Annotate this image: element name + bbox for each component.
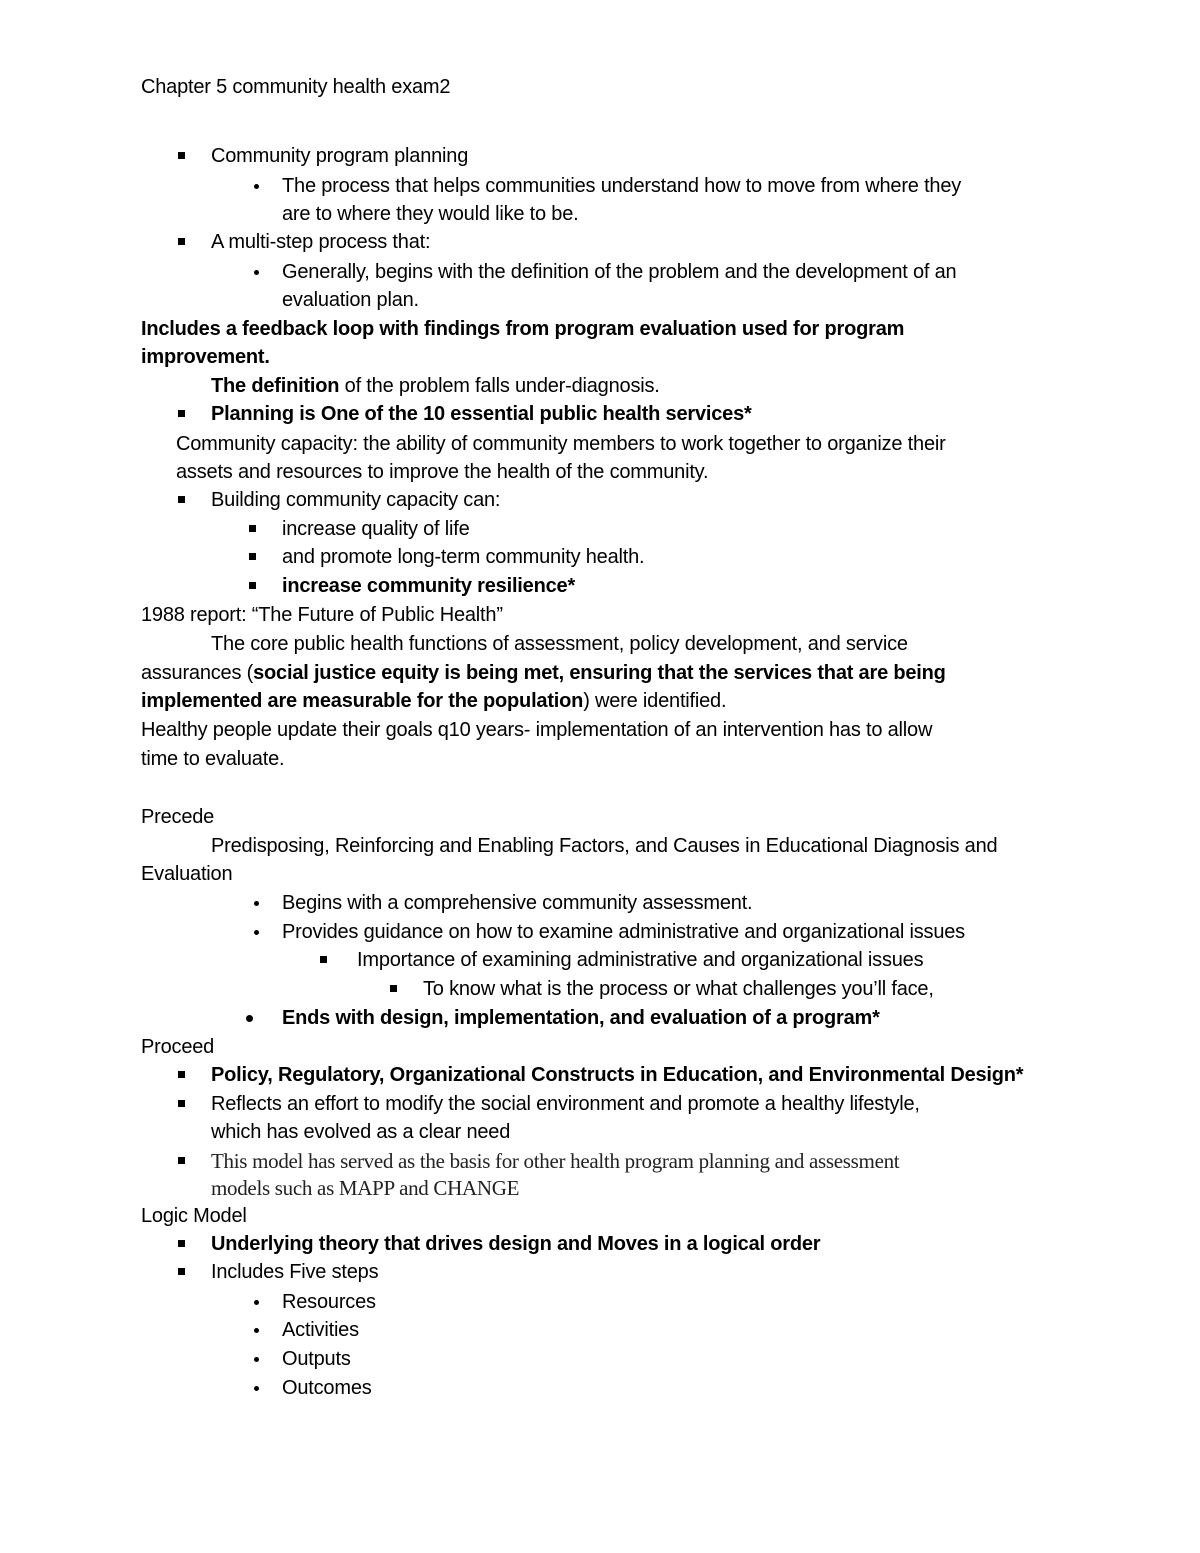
square-bullet-icon xyxy=(178,496,185,503)
square-bullet-icon xyxy=(178,238,185,245)
round-bullet-icon xyxy=(254,901,259,906)
text-line: time to evaluate. xyxy=(141,748,285,770)
round-bullet-icon xyxy=(246,1015,253,1022)
text-line: Healthy people update their goals q10 years- implementation of an intervention has to allow xyxy=(141,719,933,741)
list-item: Planning is One of the 10 essential public health services* xyxy=(211,403,752,425)
list-item: Begins with a comprehensive community assessment. xyxy=(282,892,753,914)
square-bullet-icon xyxy=(178,410,185,417)
list-item: Includes Five steps xyxy=(211,1261,379,1283)
square-bullet-icon xyxy=(178,1100,185,1107)
text-line xyxy=(211,372,660,400)
list-item: Reflects an effort to modify the social environment and promote a healthy lifestyle, xyxy=(211,1093,920,1115)
round-bullet-icon xyxy=(254,1300,259,1305)
list-item: Provides guidance on how to examine administrative and organizational issues xyxy=(282,921,965,943)
text-run: ) were identified. xyxy=(583,690,727,712)
list-item: Importance of examining administrative and organizational issues xyxy=(357,949,924,971)
round-bullet-icon xyxy=(254,270,259,275)
text-run: assurances ( xyxy=(141,662,254,684)
list-item: The process that helps communities understand how to move from where they xyxy=(282,175,962,197)
list-item: A multi-step process that: xyxy=(211,231,431,253)
text-line: The core public health functions of assessment, policy development, and service xyxy=(211,633,908,655)
list-item: Ends with design, implementation, and evaluation of a program* xyxy=(282,1007,880,1029)
square-bullet-icon xyxy=(178,1268,185,1275)
list-item: Outputs xyxy=(282,1348,351,1370)
list-item: increase quality of life xyxy=(282,518,470,540)
list-item: Outcomes xyxy=(282,1377,372,1399)
square-bullet-icon xyxy=(249,553,256,560)
section-heading: Logic Model xyxy=(141,1205,247,1227)
round-bullet-icon xyxy=(254,930,259,935)
list-item: Policy, Regulatory, Organizational Constructs in Education, and Environmental Design* xyxy=(211,1064,1024,1086)
square-bullet-icon xyxy=(249,582,256,589)
text-line: assets and resources to improve the health of the community. xyxy=(176,461,709,483)
text-line: Predisposing, Reinforcing and Enabling Factors, and Causes in Educational Diagnosis and xyxy=(211,835,998,857)
square-bullet-icon xyxy=(178,1071,185,1078)
list-item: Underlying theory that drives design and Moves in a logical order xyxy=(211,1233,821,1255)
text-line: Includes a feedback loop with findings from program evaluation used for program xyxy=(141,318,905,340)
square-bullet-icon xyxy=(249,525,256,532)
list-item: Activities xyxy=(282,1319,359,1341)
square-bullet-icon xyxy=(320,956,327,963)
list-item: Resources xyxy=(282,1291,376,1313)
round-bullet-icon xyxy=(254,1357,259,1362)
round-bullet-icon xyxy=(254,1328,259,1333)
round-bullet-icon xyxy=(254,1386,259,1391)
section-heading: Proceed xyxy=(141,1036,215,1058)
bold-run: The definition xyxy=(211,375,340,397)
text-line: which has evolved as a clear need xyxy=(211,1121,511,1143)
list-item: Building community capacity can: xyxy=(211,489,501,511)
square-bullet-icon xyxy=(178,1157,185,1164)
bold-run: implemented are measurable for the population xyxy=(141,690,584,712)
list-item: Generally, begins with the definition of the problem and the development of an xyxy=(282,261,957,283)
square-bullet-icon xyxy=(390,985,397,992)
list-item: This model has served as the basis for other health program planning and assessment xyxy=(211,1149,900,1173)
list-item: To know what is the process or what challenges you’ll face, xyxy=(423,978,934,1000)
text-line xyxy=(141,659,946,687)
list-item: Community program planning xyxy=(211,145,469,167)
text-line xyxy=(141,687,726,715)
doc-title: Chapter 5 community health exam2 xyxy=(141,76,451,98)
bold-run: social justice equity is being met, ensuring that the services that are being xyxy=(253,662,946,684)
text-line: are to where they would like to be. xyxy=(282,203,579,225)
text-line: improvement. xyxy=(141,346,270,368)
text-line: Community capacity: the ability of community members to work together to organize their xyxy=(176,433,946,455)
text-line: models such as MAPP and CHANGE xyxy=(211,1176,520,1200)
list-item: and promote long-term community health. xyxy=(282,546,645,568)
round-bullet-icon xyxy=(254,184,259,189)
text-line: 1988 report: “The Future of Public Health” xyxy=(141,604,503,626)
square-bullet-icon xyxy=(178,1240,185,1247)
square-bullet-icon xyxy=(178,152,185,159)
text-line: Evaluation xyxy=(141,863,233,885)
text-run: of the problem falls under-diagnosis. xyxy=(339,375,660,397)
section-heading: Precede xyxy=(141,806,215,828)
text-line: evaluation plan. xyxy=(282,289,419,311)
list-item: increase community resilience* xyxy=(282,575,576,597)
